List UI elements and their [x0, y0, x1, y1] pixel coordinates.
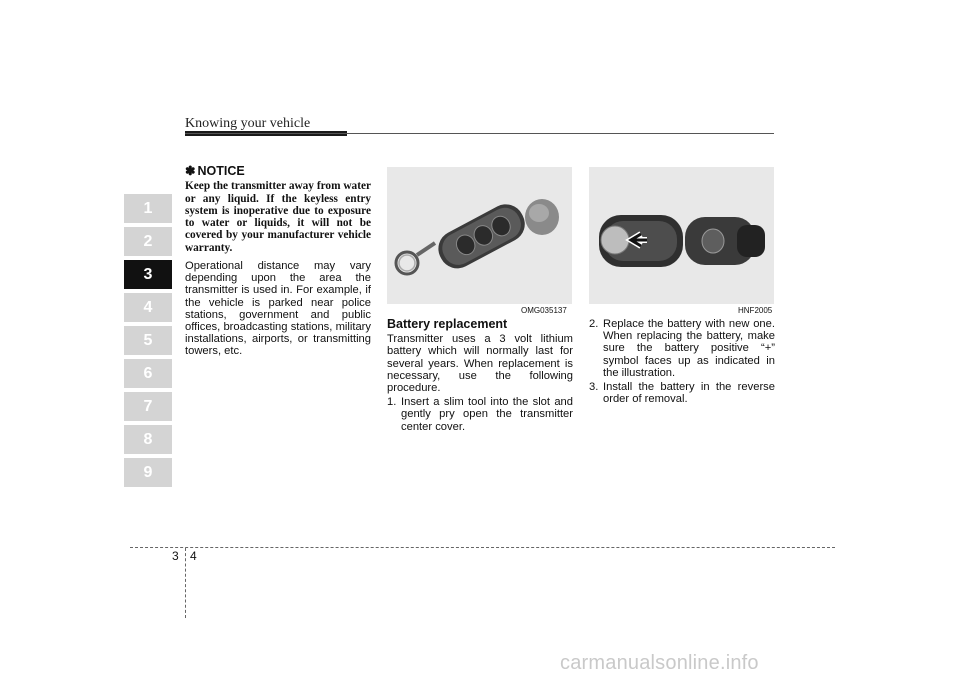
- chapter-tab-6[interactable]: 6: [124, 359, 172, 388]
- step-number: 1.: [387, 396, 397, 409]
- chapter-tab-9[interactable]: 9: [124, 458, 172, 487]
- notice-mark-icon: ✽: [185, 164, 196, 178]
- chapter-tab-8[interactable]: 8: [124, 425, 172, 454]
- chapter-tab-4[interactable]: 4: [124, 293, 172, 322]
- page-number: 4: [190, 549, 197, 563]
- column-3: [589, 318, 775, 405]
- step-1: [387, 396, 573, 433]
- footer-divider: [185, 548, 186, 618]
- notice-heading: [185, 165, 371, 177]
- figure-code-2: HNF2005: [738, 306, 773, 315]
- page-header-title: Knowing your vehicle: [185, 116, 311, 131]
- operational-distance-paragraph: Operational distance may vary depending upon the area the transmitter is used in. For example, if the vehicle is parked near police stations, government and public offices, broadcasting stations, military installations, airports, or transmitting towers, etc.: [185, 259, 371, 358]
- column-1: [185, 165, 371, 358]
- key-fob-open-battery-icon: [589, 167, 774, 304]
- chapter-tab-3[interactable]: 3: [124, 260, 172, 289]
- figure-key-fob-open: [589, 167, 774, 304]
- step-text: Install the battery in the reverse order of removal.: [603, 381, 775, 406]
- footer-rule: [130, 547, 835, 548]
- step-number: 2.: [589, 318, 599, 330]
- figure-key-fob-closed: [387, 167, 572, 304]
- chapter-tab-5[interactable]: 5: [124, 326, 172, 355]
- chapter-tab-2[interactable]: 2: [124, 227, 172, 256]
- figure-code-1: OMG035137: [521, 306, 567, 315]
- chapter-tab-1[interactable]: 1: [124, 194, 172, 223]
- step-3: [589, 381, 775, 405]
- chapter-tab-7[interactable]: 7: [124, 392, 172, 421]
- watermark: carmanualsonline.info: [560, 652, 759, 674]
- notice-heading-text: NOTICE: [197, 164, 245, 178]
- step-number: 3.: [589, 381, 599, 394]
- chapter-tabs: [124, 194, 172, 491]
- notice-body: Keep the transmitter away from water or any liquid. If the keyless entry system is inoperative due to exposure to water or liquids, it will not be covered by your manufacturer vehicle warranty.: [185, 180, 371, 254]
- key-fob-closed-icon: [387, 167, 572, 304]
- battery-replacement-heading: Battery replacement: [387, 317, 508, 331]
- page-section-number: 3: [172, 549, 179, 563]
- battery-intro-paragraph: Transmitter uses a 3 volt lithium battery which will normally last for several years. When replacement is necessary, use the following procedure.: [387, 333, 573, 395]
- step-text: Insert a slim tool into the slot and gently pry open the transmitter center cover.: [401, 396, 573, 433]
- step-2: [589, 318, 775, 379]
- column-2: [387, 318, 573, 433]
- header-rule: [185, 133, 774, 134]
- step-text: Replace the battery with new one. When replacing the battery, make sure the battery positive “+” symbol faces up as indicated in the illustration.: [603, 318, 775, 379]
